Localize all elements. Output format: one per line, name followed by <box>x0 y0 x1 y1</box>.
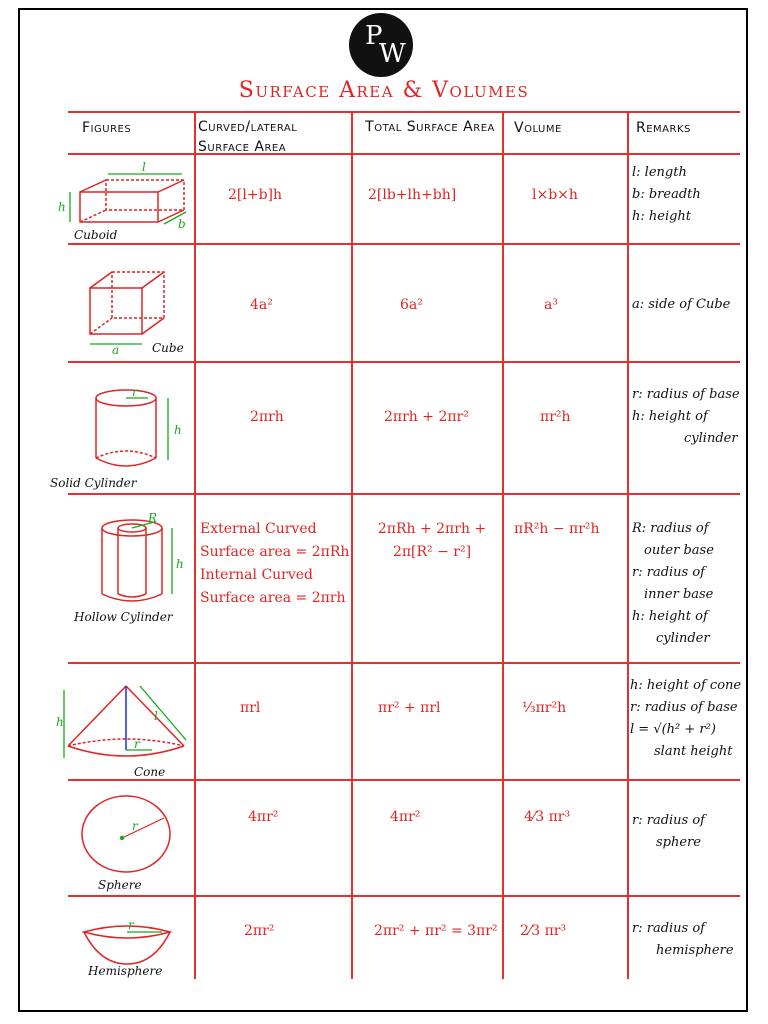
hollow-cylinder-total-area <box>362 518 502 564</box>
cube-total-area: 6a² <box>400 297 423 313</box>
remark-line: a: side of Cube <box>632 297 731 312</box>
sphere-figure <box>76 792 180 878</box>
hemisphere-total-area: 2πr² + πr² = 3πr² <box>374 923 498 939</box>
dimension-r-label: r <box>132 819 138 833</box>
figure-label-cone: Cone <box>134 765 166 779</box>
formula-line: Surface area = 2πRh <box>200 544 350 560</box>
remark-line: r: radius of <box>632 813 705 828</box>
dimension-a-label: a <box>112 343 120 356</box>
remark-line: outer base <box>644 543 714 558</box>
dimension-r-label: r <box>134 737 140 751</box>
header-volume: Volume <box>514 120 562 136</box>
formula-line: Surface area = 2πrh <box>200 590 346 606</box>
pw-logo <box>349 13 413 77</box>
dimension-big-r-label: R <box>148 512 158 525</box>
page-title: Surface Area & Volumes <box>238 78 530 103</box>
dimension-l-label: l <box>154 709 158 723</box>
remark-line: r: radius of <box>632 565 705 580</box>
cone-total-area: πr² + πrl <box>378 700 441 716</box>
header-divider <box>68 153 740 155</box>
remark-line: l: length <box>632 165 687 180</box>
cube-curved-area: 4a² <box>250 297 273 313</box>
cube-volume: a³ <box>544 297 558 313</box>
hemisphere-figure <box>80 918 174 970</box>
remark-line: cylinder <box>656 631 710 646</box>
hemisphere-curved-area: 2πr² <box>244 923 275 939</box>
cuboid-figure <box>52 158 192 244</box>
formula-line: 2π[R² − r²] <box>392 544 472 560</box>
cylinder-remarks <box>632 384 740 450</box>
cuboid-total-area: 2[lb+lh+bh] <box>368 187 457 203</box>
sphere-volume: 4⁄3 πr³ <box>524 809 571 825</box>
logo-letter-w: W <box>379 39 406 69</box>
remark-line: r: radius of <box>632 921 705 936</box>
cone-curved-area: πrl <box>240 700 261 716</box>
cone-volume: ⅓πr²h <box>522 700 567 716</box>
header-figures: Figures <box>82 120 132 136</box>
cuboid-curved-area: 2[l+b]h <box>228 187 283 203</box>
figure-label-hollow-cylinder: Hollow Cylinder <box>74 610 173 624</box>
sphere-total-area: 4πr² <box>390 809 421 825</box>
hollow-cylinder-volume: πR²h − πr²h <box>514 521 600 537</box>
hemisphere-volume: 2⁄3 πr³ <box>520 923 567 939</box>
dimension-r-label: r <box>128 918 134 932</box>
hemisphere-remarks <box>632 918 734 962</box>
remark-line: inner base <box>644 587 714 602</box>
formula-line: Internal Curved <box>200 567 314 583</box>
header-curved-surface-area: Curved/lateral Surface Area <box>198 119 298 155</box>
remark-line: R: radius of <box>632 521 709 536</box>
figure-label-solid-cylinder: Solid Cylinder <box>50 476 137 490</box>
figure-label-cuboid: Cuboid <box>74 228 118 242</box>
row-divider <box>68 779 740 781</box>
cylinder-volume: πr²h <box>540 409 571 425</box>
table-top-line <box>68 111 740 113</box>
hollow-cylinder-figure <box>92 512 192 612</box>
hollow-cylinder-remarks <box>632 518 714 650</box>
remark-line: r: radius of base <box>630 700 738 715</box>
remark-line: h: height of cone <box>630 678 742 693</box>
column-divider <box>627 111 629 979</box>
figure-label-sphere: Sphere <box>98 878 142 892</box>
sphere-curved-area: 4πr² <box>248 809 279 825</box>
dimension-l-label: l <box>142 160 146 174</box>
sphere-remarks <box>632 810 705 854</box>
row-divider <box>68 662 740 664</box>
column-divider <box>351 111 353 979</box>
figure-label-cube: Cube <box>152 341 184 355</box>
remark-line: sphere <box>656 835 701 850</box>
remark-line: h: height of <box>632 609 708 624</box>
formula-line: External Curved <box>200 521 317 537</box>
cylinder-total-area: 2πrh + 2πr² <box>384 409 469 425</box>
header-remarks: Remarks <box>636 120 691 136</box>
remark-line: cylinder <box>684 431 738 446</box>
remark-line: hemisphere <box>656 943 734 958</box>
cube-remarks <box>632 294 730 316</box>
remark-line: h: height of <box>632 409 708 424</box>
cylinder-curved-area: 2πrh <box>250 409 284 425</box>
remark-line: h: height <box>632 209 692 224</box>
hollow-cylinder-curved-area <box>200 518 349 610</box>
solid-cylinder-figure <box>88 386 188 474</box>
row-divider <box>68 361 740 363</box>
remark-line: r: radius of base <box>632 387 740 402</box>
dimension-h-label: h <box>174 423 182 437</box>
header-total-surface-area: Total Surface Area <box>365 119 495 135</box>
cone-remarks <box>630 675 741 763</box>
cone-figure <box>52 680 192 770</box>
logo-letter-p: P <box>365 21 383 51</box>
figure-label-hemisphere: Hemisphere <box>88 964 163 978</box>
column-divider <box>502 111 504 979</box>
column-divider <box>194 111 196 979</box>
remark-line: b: breadth <box>632 187 701 202</box>
remark-line: slant height <box>654 744 733 759</box>
cuboid-volume: l×b×h <box>532 187 578 203</box>
dimension-h-label: h <box>176 557 184 571</box>
dimension-b-label: b <box>178 217 186 231</box>
remark-line: l = √(h² + r²) <box>630 722 716 737</box>
cuboid-remarks <box>632 162 701 228</box>
dimension-h-label: h <box>58 200 66 214</box>
row-divider <box>68 895 740 897</box>
dimension-r-label: r <box>132 386 138 399</box>
dimension-h-label: h <box>56 715 64 729</box>
row-divider <box>68 493 740 495</box>
formula-line: 2πRh + 2πrh + <box>377 521 487 537</box>
